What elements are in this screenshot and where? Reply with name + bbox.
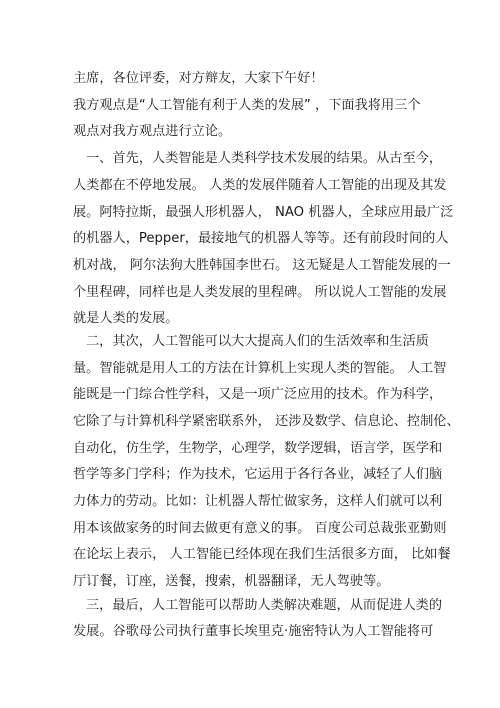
paragraph-three-start: 三，最后，人工智能可以帮助人类解决难题，从而促进人类的	[86, 598, 443, 613]
text-line: 展。阿特拉斯，最强人形机器人， NAO 机器人，全球应用最广泛	[73, 205, 454, 220]
text-line: 在论坛上表示， 人工智能已经体现在我们生活很多方面， 比如餐	[73, 547, 451, 562]
text-line: 我方观点是“人工智能有利于人类的发展” ，下面我将用三个	[73, 98, 421, 113]
text-line: 量。智能就是用人工的方法在计算机上实现人类的智能。 人工智	[73, 361, 447, 376]
text-line: 就是人类的发展。	[73, 311, 179, 326]
text-line: 哲学等多门学科；作为技术，它运用于各行各业，减轻了人们脑	[73, 467, 443, 482]
paragraph-two-start: 二，其次，人工智能可以大大提高人们的生活效率和生活质	[86, 334, 429, 349]
text-line: 个里程碑，同样也是人类发展的里程碑。 所以说人工智能的发展	[73, 285, 447, 300]
text-line: 观点对我方观点进行立论。	[73, 124, 232, 139]
text-line: 人类都在不停地发展。 人类的发展伴随着人工智能的出现及其发	[73, 178, 447, 193]
text-line: 发展。谷歌母公司执行董事长埃里克·施密特认为人工智能将可	[73, 624, 434, 639]
text-line: 能既是一门综合性学科，又是一项广泛应用的技术。作为科学，	[73, 387, 443, 402]
text-line: 用本该做家务的时间去做更有意义的事。 百度公司总裁张亚勤则	[73, 521, 447, 536]
paragraph-one-start: 一、首先，人类智能是人类科学技术发展的结果。从古至今，	[86, 151, 443, 166]
text-line: 的机器人，Pepper，最接地气的机器人等等。还有前段时间的人	[73, 231, 449, 246]
text-line: 机对战， 阿尔法狗大胜韩国李世石。 这无疑是人工智能发展的一	[73, 258, 451, 273]
text-line: 它除了与计算机科学紧密联系外， 还涉及数学、信息论、控制伦、	[73, 414, 460, 429]
text-line: 主席，各位评委，对方辩友，大家下午好！	[73, 71, 324, 86]
text-line: 自动化，仿生学，生物学，心理学，数学逻辑，语言学，医学和	[73, 441, 443, 456]
text-line: 力体力的劳动。比如：让机器人帮忙做家务，这样人们就可以利	[73, 494, 443, 509]
text-line: 厅订餐，订座，送餐，搜索，机器翻译，无人驾驶等。	[73, 574, 390, 589]
